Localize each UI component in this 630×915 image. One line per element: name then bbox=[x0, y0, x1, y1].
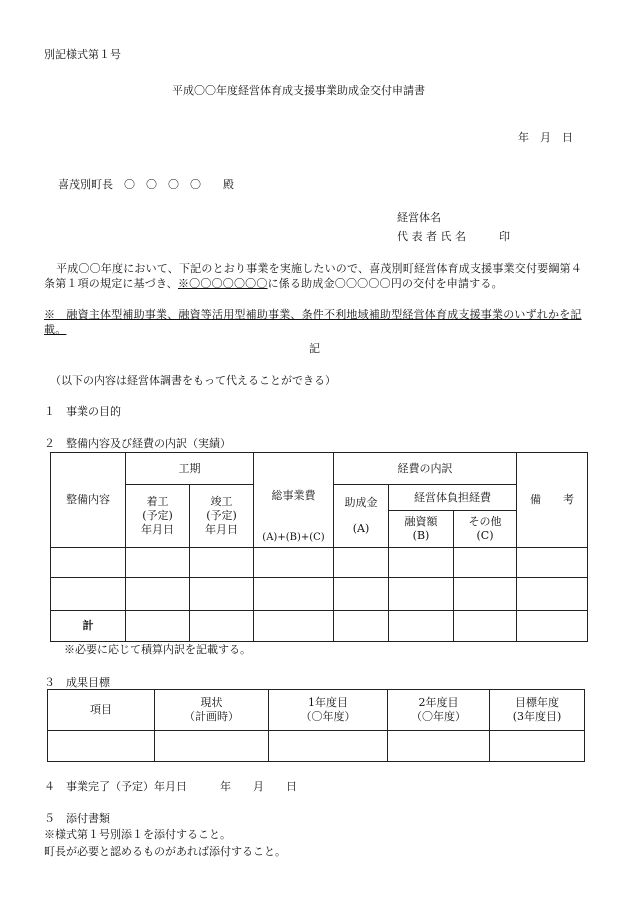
goals-header-target-line1: 目標年度 bbox=[515, 696, 559, 710]
header-total-label: 総事業費 bbox=[271, 489, 316, 502]
cell-other[interactable] bbox=[454, 548, 517, 578]
header-period: 工期 bbox=[126, 453, 254, 485]
table-row bbox=[51, 578, 588, 611]
cell-other[interactable] bbox=[454, 578, 517, 611]
header-end-line3: 年月日 bbox=[205, 522, 238, 536]
cell-start[interactable] bbox=[126, 548, 190, 578]
cell-end[interactable] bbox=[190, 578, 254, 611]
section5-title: ５ 添付書類 bbox=[44, 812, 110, 825]
goals-cell-year2[interactable] bbox=[388, 731, 490, 762]
goals-header-target-line2: (3年度目) bbox=[512, 710, 562, 723]
ki-label: 記 bbox=[309, 342, 320, 355]
header-start-line1: 着工 bbox=[146, 495, 169, 509]
page-title: 平成〇〇年度経営体育成支援事業助成金交付申請書 bbox=[172, 84, 425, 97]
header-loan-code: (B) bbox=[412, 529, 430, 542]
cell-item[interactable] bbox=[51, 548, 126, 578]
header-total bbox=[254, 453, 334, 548]
body-underlined-item: ※〇〇〇〇〇〇〇 bbox=[177, 277, 268, 290]
header-loan-label: 融資額 bbox=[404, 515, 438, 529]
header-other-label: その他 bbox=[468, 515, 502, 529]
goals-header-item: 項目 bbox=[48, 690, 155, 731]
header-end bbox=[190, 485, 254, 548]
goals-header-target bbox=[490, 690, 585, 731]
org-name-label: 経営体名 bbox=[397, 211, 441, 224]
cell-remarks[interactable] bbox=[517, 578, 588, 611]
goals-header-year2 bbox=[388, 690, 490, 731]
cell-loan[interactable] bbox=[389, 611, 454, 642]
header-breakdown: 経費の内訳 bbox=[334, 453, 517, 485]
cell-total[interactable] bbox=[254, 578, 334, 611]
section4-title: ４ 事業完了（予定）年月日 年 月 日 bbox=[44, 780, 297, 793]
header-other-code: (C) bbox=[476, 529, 494, 542]
cell-remarks[interactable] bbox=[517, 548, 588, 578]
table-row bbox=[51, 548, 588, 578]
header-remarks: 備 考 bbox=[517, 453, 588, 548]
header-end-line2: (予定) bbox=[206, 509, 237, 523]
cell-total[interactable] bbox=[254, 611, 334, 642]
goals-header-current bbox=[155, 690, 269, 731]
goals-cell-item[interactable] bbox=[48, 731, 155, 762]
addressee: 喜茂別町長 〇 〇 〇 〇 殿 bbox=[58, 178, 234, 191]
cell-loan[interactable] bbox=[389, 578, 454, 611]
section1-title: １ 事業の目的 bbox=[44, 405, 121, 418]
header-subsidy-label: 助成金 bbox=[344, 496, 378, 510]
table-row bbox=[48, 731, 585, 762]
total-row bbox=[51, 611, 588, 642]
expense-table bbox=[50, 452, 588, 642]
cell-subsidy[interactable] bbox=[334, 548, 389, 578]
body-text-after: に係る助成金〇〇〇〇〇円の交付を申請する。 bbox=[267, 277, 503, 290]
cell-item[interactable] bbox=[51, 578, 126, 611]
goals-header-year1-line2: （〇年度） bbox=[300, 710, 356, 723]
goals-header-year2-line1: 2年度目 bbox=[418, 696, 459, 710]
form-number: 別記様式第１号 bbox=[44, 48, 121, 61]
cell-remarks[interactable] bbox=[517, 611, 588, 642]
cell-start[interactable] bbox=[126, 578, 190, 611]
section2-title: ２ 整備内容及び経費の内訳（実績） bbox=[44, 437, 231, 450]
attachment-line1: ※様式第１号別添１を添付すること。 bbox=[44, 828, 231, 841]
header-subsidy bbox=[334, 485, 389, 548]
header-burden: 経営体負担経費 bbox=[389, 485, 517, 511]
header-start-line3: 年月日 bbox=[141, 522, 174, 536]
section3-title: ３ 成果目標 bbox=[44, 676, 110, 689]
total-label: 計 bbox=[51, 611, 126, 642]
header-other bbox=[454, 511, 517, 548]
section2-note: ※必要に応じて積算内訳を記載する。 bbox=[64, 643, 251, 656]
cell-other[interactable] bbox=[454, 611, 517, 642]
body-text-before: 平成〇〇年度において、下記のとおり事業を実施したいので、喜茂別町経営体育成支援事業交付要綱第４条第１項の規定に基づき、 bbox=[44, 262, 582, 290]
goals-header-current-line2: （計画時） bbox=[184, 710, 239, 723]
goals-header-current-line1: 現状 bbox=[200, 696, 223, 710]
cell-end bbox=[190, 611, 254, 642]
goals-table bbox=[47, 689, 585, 762]
representative-label: 代 表 者 氏 名 印 bbox=[397, 230, 510, 243]
goals-cell-year1[interactable] bbox=[269, 731, 388, 762]
cell-start bbox=[126, 611, 190, 642]
header-total-formula: (A)+(B)+(C) bbox=[262, 531, 325, 543]
attachment-line2: 町長が必要と認めるものがあれば添付すること。 bbox=[44, 845, 286, 858]
replace-note: （以下の内容は経営体調書をもって代えることができる） bbox=[50, 374, 336, 387]
header-start-line2: (予定) bbox=[142, 509, 173, 523]
goals-cell-current[interactable] bbox=[155, 731, 269, 762]
goals-header-year1 bbox=[269, 690, 388, 731]
header-subsidy-code: (A) bbox=[352, 522, 370, 535]
project-type-note: ※ 融資主体型補助事業、融資等活用型補助事業、条件不利地域補助型経営体育成支援事業のいずれかを記載。 bbox=[44, 308, 582, 336]
goals-cell-target[interactable] bbox=[490, 731, 585, 762]
header-start bbox=[126, 485, 190, 548]
cell-end[interactable] bbox=[190, 548, 254, 578]
goals-header-year1-line1: 1年度目 bbox=[308, 696, 348, 710]
application-body bbox=[44, 261, 590, 291]
cell-loan[interactable] bbox=[389, 548, 454, 578]
cell-subsidy[interactable] bbox=[334, 578, 389, 611]
header-end-line1: 竣工 bbox=[210, 495, 233, 509]
cell-subsidy[interactable] bbox=[334, 611, 389, 642]
goals-header-year2-line2: （〇年度） bbox=[411, 710, 466, 723]
date-line: 年 月 日 bbox=[518, 131, 573, 144]
cell-total[interactable] bbox=[254, 548, 334, 578]
header-loan bbox=[389, 511, 454, 548]
header-item: 整備内容 bbox=[51, 453, 126, 548]
